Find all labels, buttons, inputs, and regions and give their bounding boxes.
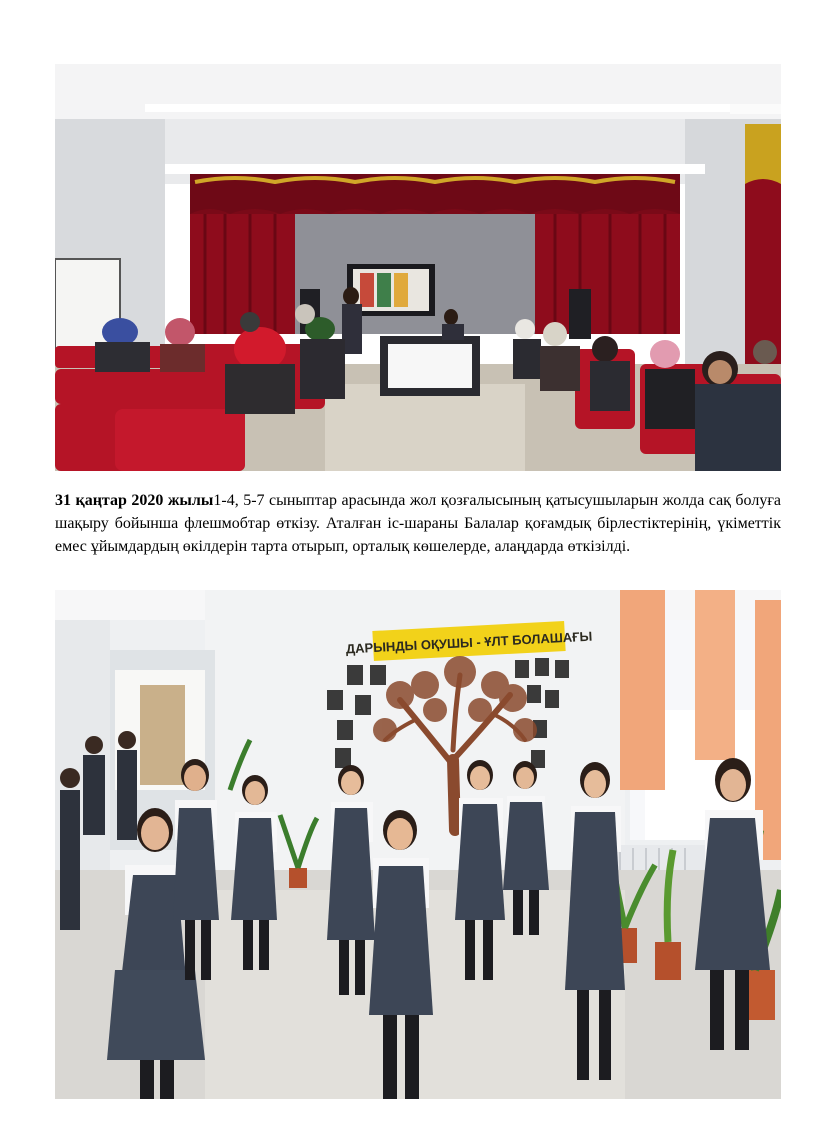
photo-assembly-hall (55, 64, 781, 471)
assembly-hall-image (55, 64, 781, 471)
caption-body: 1-4, 5-7 сыныптар арасында жол қозғалысының қатысушыларын жолда сақ болуға шақыру бойынша флешмобтар өткізу. Аталған іс-шараны Балалар қоғамдық бірлестіктерінің, үкіметтік емес ұйымдардың өкілдерін тарта отырып, орталық көшелерде, алаңдарда өткізілді. (55, 492, 781, 555)
photo-students-flashmob (55, 590, 781, 1099)
flashmob-image (55, 590, 781, 1099)
caption-date: 31 қаңтар 2020 жылы (55, 492, 214, 509)
banner-text: ДАРЫНДЫ ОҚУШЫ - ҰЛТ БОЛАШАҒЫ (345, 628, 593, 657)
caption-paragraph (55, 489, 781, 558)
